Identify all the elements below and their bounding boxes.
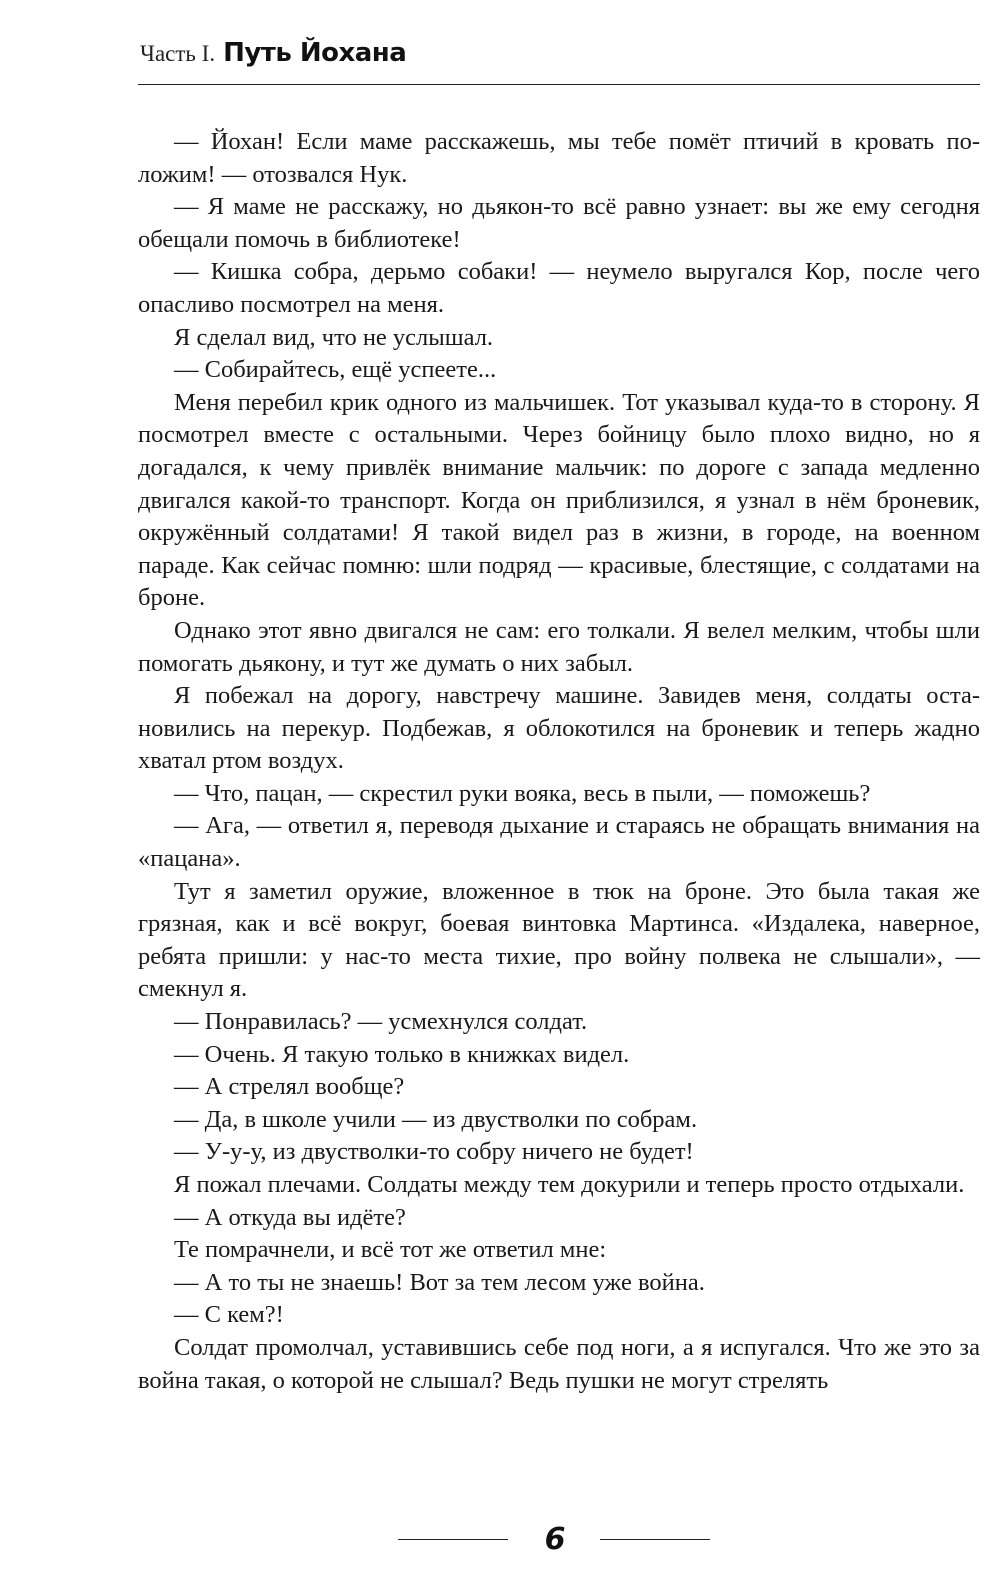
paragraph: Меня перебил крик одного из мальчишек. Тот указывал куда-то в сторону. Я посмотрел вместе с остальными. Через бойницу было плохо видно, но я догадался, к чему привлёк внимание мальчик: по дороге с запада медленно двигался какой-то транспорт. Когда он приблизился, я узнал в нём броневик, окружённый солдатами! Я такой видел раз в жизни, в городе, на военном параде. Как сейчас помню: шли подряд — красивые, блестящие, с солдатами на броне. — [138, 388, 980, 612]
paragraph: — С кем?! — [174, 1301, 284, 1329]
paragraph: — Ага, — ответил я, переводя дыхание и стараясь не обращать внимания на «пацана». — [138, 812, 980, 873]
paragraph: — А откуда вы идёте? — [174, 1203, 406, 1231]
paragraph: — Собирайтесь, ещё успеете... — [174, 356, 497, 384]
paragraph: Солдат промолчал, уставившись себе под ноги, а я испугался. Что же это за война такая, о которой не слышал? Ведь пушки не могут стрелять — [138, 1333, 980, 1394]
paragraph: — Я маме не расскажу, но дьякон-то всё равно узнает: вы же ему сегодня обещали помочь в библиотеке! — [138, 193, 980, 253]
paragraph: — Что, пацан, — скрестил руки вояка, весь в пыли, — поможешь? — [174, 779, 871, 807]
header-part-label: Часть I. — [140, 41, 216, 66]
folio-rule-left — [398, 1539, 508, 1540]
header-chapter-title: Путь Йохана — [223, 38, 407, 68]
paragraph: — Да, в школе учили — из двустволки по собрам. — [174, 1105, 698, 1133]
header-divider — [138, 84, 980, 85]
body-text — [138, 126, 980, 1397]
paragraph: — Йохан! Если маме расскажешь, мы тебе помёт птичий в кровать положим! — отозвался Нук. — [138, 128, 980, 188]
paragraph: — Очень. Я такую только в книжках видел. — [174, 1040, 630, 1068]
paragraph: Я пожал плечами. Солдаты между тем докурили и теперь просто отдыхали. — [174, 1171, 965, 1198]
paragraph: — Понравилась? — усмехнулся солдат. — [174, 1008, 588, 1036]
paragraph: — Кишка собра, дерьмо собаки! — неумело выругался Кор, после чего опасливо посмотрел на меня. — [138, 258, 980, 318]
paragraph: Однако этот явно двигался не сам: его толкали. Я велел мелким, чтобы шли помогать дьякону, и тут же думать о них забыл. — [138, 616, 980, 677]
paragraph: — А стрелял вообще? — [174, 1073, 405, 1101]
paragraph: — У-у-у, из двустволки-то собру ничего не будет! — [174, 1138, 694, 1166]
page-number: 6 — [544, 1522, 566, 1557]
paragraph: Те помрачнели, и всё тот же ответил мне: — [174, 1236, 607, 1264]
paragraph: — А то ты не знаешь! Вот за тем лесом уже война. — [174, 1268, 705, 1296]
paragraph: Тут я заметил оружие, вложенное в тюк на броне. Это была такая же грязная, как и всё вокруг, боевая винтовка Мартинса. «Издалека, наверное, ребята пришли: у нас-то места тихие, про войну полвека не слышали», — смекнул я. — [138, 877, 980, 1003]
page-folio — [0, 1520, 1000, 1560]
paragraph: Я сделал вид, что не услышал. — [174, 323, 494, 351]
paragraph: Я побежал на дорогу, навстречу машине. Завидев меня, солдаты остановились на перекур. Подбежав, я облокотился на броневик и теперь жадно хватал ртом воздух. — [138, 682, 980, 775]
folio-rule-right — [600, 1539, 710, 1540]
running-header — [140, 38, 980, 78]
